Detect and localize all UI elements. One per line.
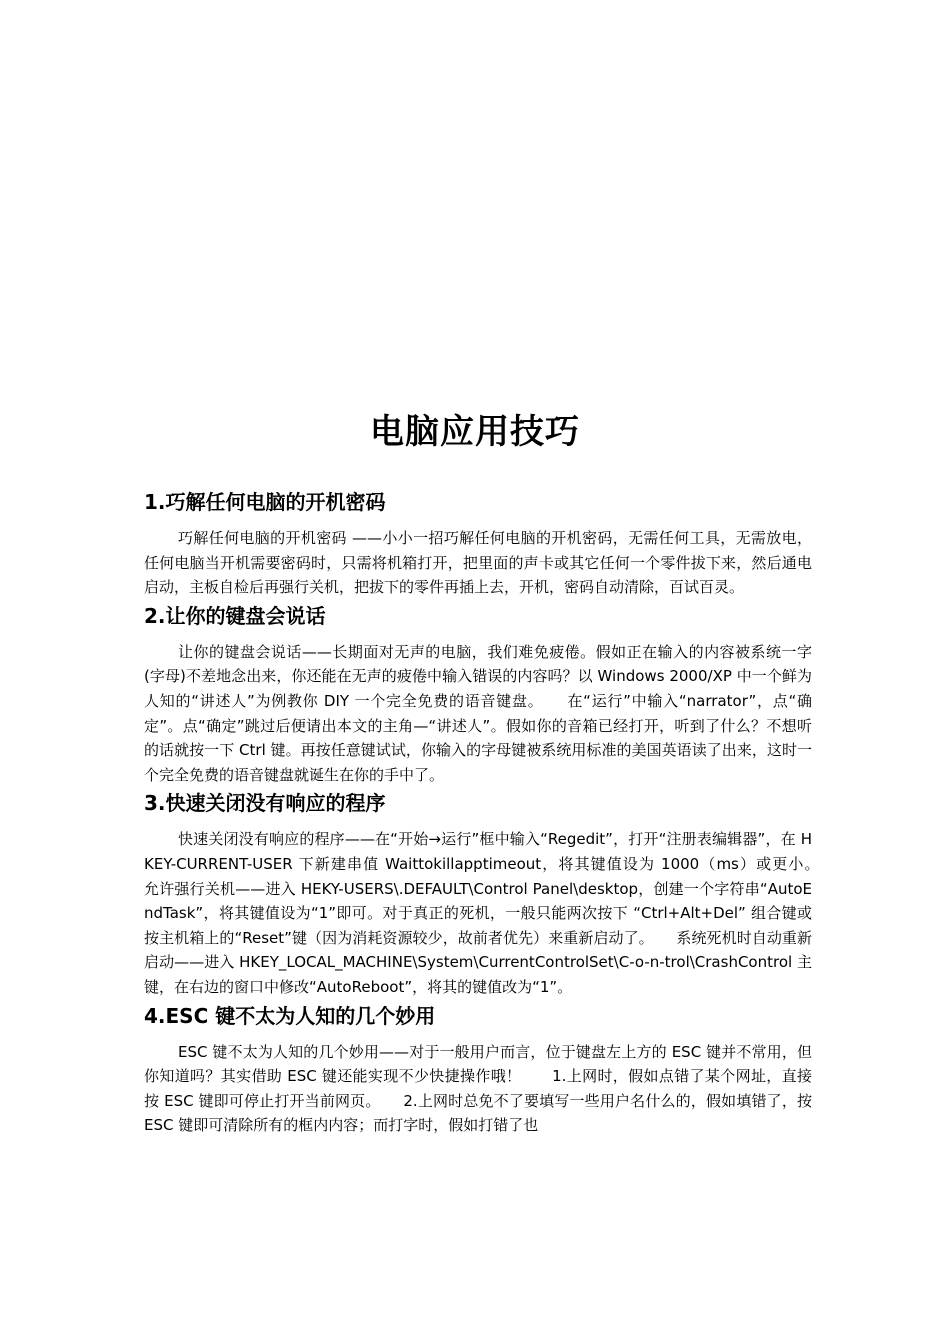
section-4 — [144, 1002, 812, 1138]
section-heading: 2.让你的键盘会说话 — [144, 603, 326, 628]
section-heading: 4.ESC 键不太为人知的几个妙用 — [144, 1003, 436, 1028]
section-heading: 3.快速关闭没有响应的程序 — [144, 791, 386, 816]
document-content — [144, 488, 843, 1140]
section-body: ESC 键不太为人知的几个妙用——对于一般用户而言，位于键盘左上方的 ESC 键并不常用，但你知道吗？其实借助 ESC 键还能实现不少快捷操作哦！ 1.上网时，假如点错了某个网址，直接按 ESC 键即可停止打开当前网页。 2.上网时总免不了要填写一些用户名什么的，假如填错了，按 ESC 键即可清除所有的框内内容；而打字时，假如打错了也 — [144, 1042, 812, 1135]
section-2 — [144, 602, 812, 788]
section-heading: 1.巧解任何电脑的开机密码 — [144, 490, 386, 514]
section-body: 快速关闭没有响应的程序——在“开始→运行”框中输入“Regedit”，打开“注册表编辑器”，在 HKEY-CURRENT-USER 下新建串值 Waittokillapptimeout，将其键值设为 1000（ms）或更小。 允许强行关机——进入 HEKY-USERS\.DEFAULT\Control Panel\desktop，创建一个字符串“AutoEndTask”，将其键值设为“1”即可。对于真正的死机，一般只能两次按下 “Ctrl+Alt+Del” 组合键或按主机箱上的“Reset”键（因为消耗资源较少，故前者优先）来重新启动了。 系统死机时自动重新启动——进入 HKEY_LOCAL_MACHINE\System\CurrentControlSet\C-o-n-trol\CrashControl 主键，在右边的窗口中修改“AutoReboot”，将其的键值改为“1”。 — [144, 830, 843, 996]
section-3 — [144, 789, 843, 999]
section-body: 让你的键盘会说话——长期面对无声的电脑，我们难免疲倦。假如正在输入的内容被系统一字(字母)不差地念出来，你还能在无声的疲倦中输入错误的内容吗？以 Windows 2000/XP 中一个鲜为人知的“讲述人”为例教你 DIY 一个完全免费的语音键盘。 在“运行”中输入“narrator”，点“确定”。点“确定”跳过后便请出本文的主角—“讲述人”。假如你的音箱已经打开，听到了什么？不想听的话就按一下 Ctrl 键。再按任意键试试，你输入的字母键被系统用标准的美国英语读了出来，这时一个完全免费的语音键盘就诞生在你的手中了。 — [144, 642, 812, 784]
section-1 — [144, 488, 812, 600]
document-title: 电脑应用技巧 — [370, 412, 580, 452]
section-body: 巧解任何电脑的开机密码 ——小小一招巧解任何电脑的开机密码，无需任何工具，无需放电，任何电脑当开机需要密码时，只需将机箱打开，把里面的声卡或其它任何一个零件拔下来，然后通电启动，主板自检后再强行关机，把拔下的零件再插上去，开机，密码自动清除，百试百灵。 — [144, 529, 812, 597]
